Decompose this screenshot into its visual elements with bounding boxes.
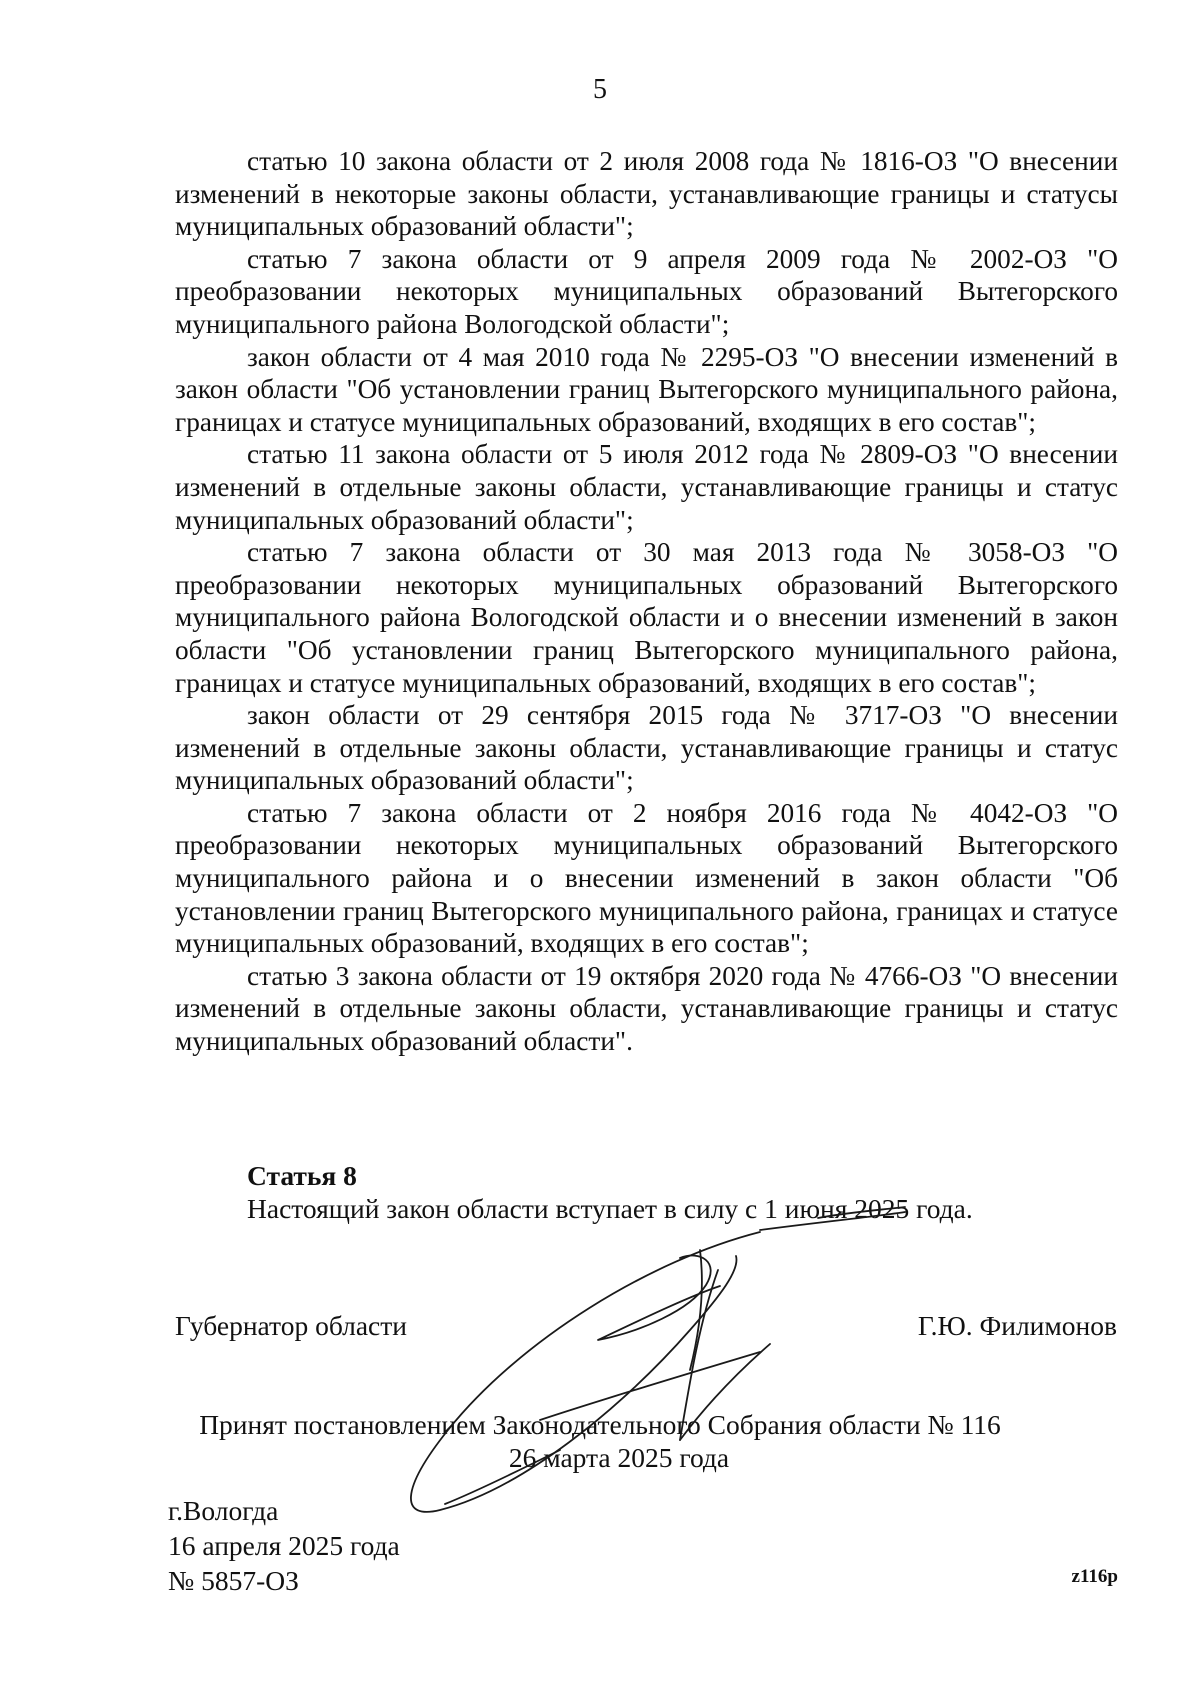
article-text: Настоящий закон области вступает в силу с 1 июня 2025 года. <box>247 1193 973 1224</box>
governor-name: Г.Ю. Филимонов <box>917 1310 1117 1341</box>
paragraph: статью 11 закона области от 5 июля 2012 года № 2809-ОЗ "О внесении изменений в отдельные законы области, устанавливающие границы и статус муниципальных образований области"; <box>175 439 1118 535</box>
governor-title: Губернатор области <box>175 1310 407 1341</box>
paragraph: статью 7 закона области от 9 апреля 2009 года № 2002-ОЗ "О преобразовании некоторых муниципальных образований Вытегорского муниципального района Вологодской области"; <box>175 243 1118 339</box>
place-date-number <box>168 1493 400 1598</box>
paragraph: статью 7 закона области от 30 мая 2013 года № 3058-ОЗ "О преобразовании некоторых муниципальных образований Вытегорского муниципального района Вологодской области и о внесении изменений в закон области "Об установлении границ Вытегорского муниципального района, границах и статусе муниципальных образований, входящих в его состав"; <box>175 537 1118 698</box>
adoption-line-1: Принят постановлением Законодательного Собрания области № 116 <box>199 1409 1001 1440</box>
adoption-note <box>0 1408 1200 1474</box>
article-heading: Статья 8 <box>247 1160 357 1191</box>
law-number: № 5857-ОЗ <box>168 1565 299 1596</box>
page-number: 5 <box>593 74 607 105</box>
paragraph: закон области от 29 сентября 2015 года № 3717-ОЗ "О внесении изменений в отдельные законы области, устанавливающие границы и статус муниципальных образований области"; <box>175 700 1118 796</box>
law-body <box>175 145 1118 1058</box>
signing-date: 16 апреля 2025 года <box>168 1530 400 1561</box>
document-code: z116p <box>1071 1566 1118 1587</box>
paragraph: статью 10 закона области от 2 июля 2008 года № 1816-ОЗ "О внесении изменений в некоторые законы области, устанавливающие границы и статусы муниципальных образований области"; <box>175 146 1118 242</box>
paragraph: статью 7 закона области от 2 ноября 2016 года № 4042-ОЗ "О преобразовании некоторых муниципальных образований Вытегорского муниципального района и о внесении изменений в закон области "Об установлении границ Вытегорского муниципального района, границах и статусе муниципальных образований, входящих в его состав"; <box>175 797 1118 959</box>
paragraph: статью 3 закона области от 19 октября 2020 года № 4766-ОЗ "О внесении изменений в отдельные законы области, устанавливающие границы и статус муниципальных образований области". <box>175 960 1118 1057</box>
adoption-line-2: 26 марта 2025 года <box>508 1442 730 1473</box>
city: г.Вологда <box>168 1495 279 1526</box>
paragraph: закон области от 4 мая 2010 года № 2295-ОЗ "О внесении изменений в закон области "Об установлении границ Вытегорского муниципального района, границах и статусе муниципальных образований, входящих в его состав"; <box>175 341 1118 437</box>
